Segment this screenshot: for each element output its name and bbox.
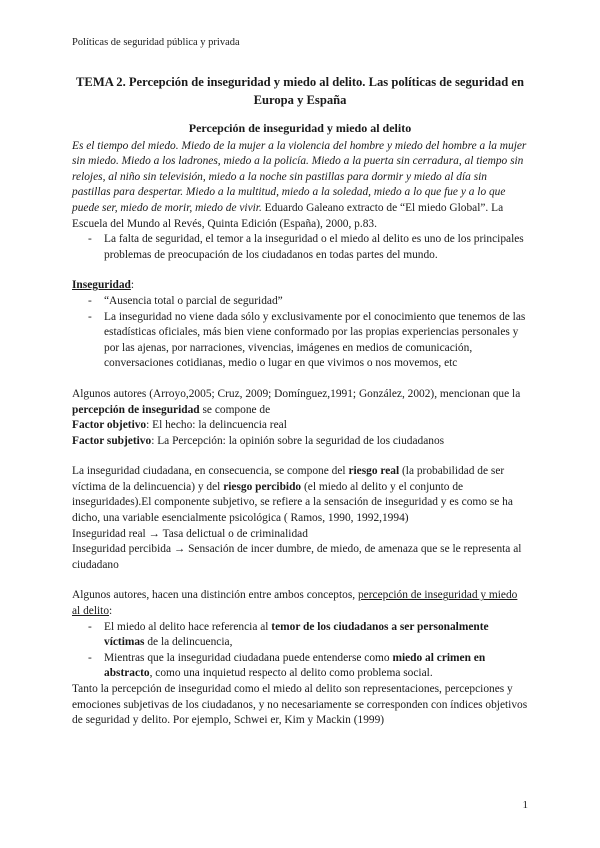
inseguridad-list [72, 294, 528, 372]
body-content [72, 121, 528, 729]
autores-paragraph: Algunos autores (Arroyo,2005; Cruz, 2009; Domínguez,1991; González, 2002), mencionan que la percepción de inseguridad se compone de [72, 387, 521, 416]
distincion-list [72, 620, 528, 682]
distincion-paragraph: Algunos autores, hacen una distinción entre ambos conceptos, percepción de inseguridad y miedo al delito: [72, 589, 518, 618]
running-header: Políticas de seguridad pública y privada [72, 37, 240, 48]
list-item: - “Ausencia total o parcial de seguridad” [104, 294, 528, 310]
inseguridad-percibida: Inseguridad percibida → Sensación de incer dumbre, de miedo, de amenaza que se le representa al ciudadano [72, 543, 522, 571]
list-item: - El miedo al delito hace referencia al temor de los ciudadanos a ser personalmente víctimas de la delincuencia, [104, 620, 528, 651]
section-title: Percepción de inseguridad y miedo al delito [188, 121, 412, 135]
quote-source: Eduardo Galeano extracto de “El miedo Global”. La Escuela del Mundo al Revés, Quinta Edición (España), 2000, p.83. [72, 201, 504, 230]
factor-objetivo: Factor objetivo: El hecho: la delincuencia real [72, 419, 287, 432]
ciudadana-paragraph: La inseguridad ciudadana, en consecuencia, se compone del riesgo real (la probabilidad de ser víctima de la delincuencia) y del riesgo percibido (el miedo al delito y el conjunto de inseguridades).El componente subjetivo, se refiere a la sensación de inseguridad y es como se ha dicho, una variable esencialmente psicológica ( Ramos, 1990, 1992,1994) [72, 465, 513, 525]
list-item: - La falta de seguridad, el temor a la inseguridad o el miedo al delito es uno de los principales problemas de preocupación de los ciudadanos en todas partes del mundo. [104, 232, 528, 263]
intro-list [72, 232, 528, 263]
page-number: 1 [522, 799, 528, 811]
closing-paragraph: Tanto la percepción de inseguridad como el miedo al delito son representaciones, percepciones y emociones subjetivas de los ciudadanos, y no necesariamente se corresponden con índices objetivos de seguridad y delito. Por ejemplo, Schwei er, Kim y Mackin (1999) [72, 683, 528, 727]
inseguridad-heading: Inseguridad: [72, 279, 135, 292]
factor-subjetivo: Factor subjetivo: La Percepción: la opinión sobre la seguridad de los ciudadanos [72, 434, 445, 447]
quote-text: Es el tiempo del miedo. Miedo de la mujer a la violencia del hombre y miedo del hombre a la mujer sin miedo. Miedo a los ladrones, miedo a la policía. Miedo a la puerta sin cerradura, al tiempo sin relojes, al niño sin televisión, miedo a la noche sin pastillas para dormir y miedo al día sin pastillas para despertar. Miedo a la multitud, miedo a la soledad, miedo a lo que fue y a lo que puede ser, miedo de morir, miedo de vivir. [72, 139, 527, 214]
list-item: - La inseguridad no viene dada sólo y exclusivamente por el conocimiento que tenemos de las estadísticas oficiales, más bien viene conformado por las propias experiencias personales y por las ajenas, por narraciones, vivencias, imágenes en medios de comunicación, conversaciones cotidianas, medio o lugar en que vivimos o nos movemos, etc [104, 310, 528, 372]
chapter-title: TEMA 2. Percepción de inseguridad y miedo al delito. Las políticas de seguridad en Europa y España [76, 75, 524, 107]
quote-paragraph [72, 139, 528, 233]
list-item: - Mientras que la inseguridad ciudadana puede entenderse como miedo al crimen en abstracto, como una inquietud respecto al delito como problema social. [104, 651, 528, 682]
inseguridad-real: Inseguridad real → Tasa delictual o de criminalidad [72, 527, 308, 540]
inseguridad-heading-text: Inseguridad [72, 279, 131, 292]
